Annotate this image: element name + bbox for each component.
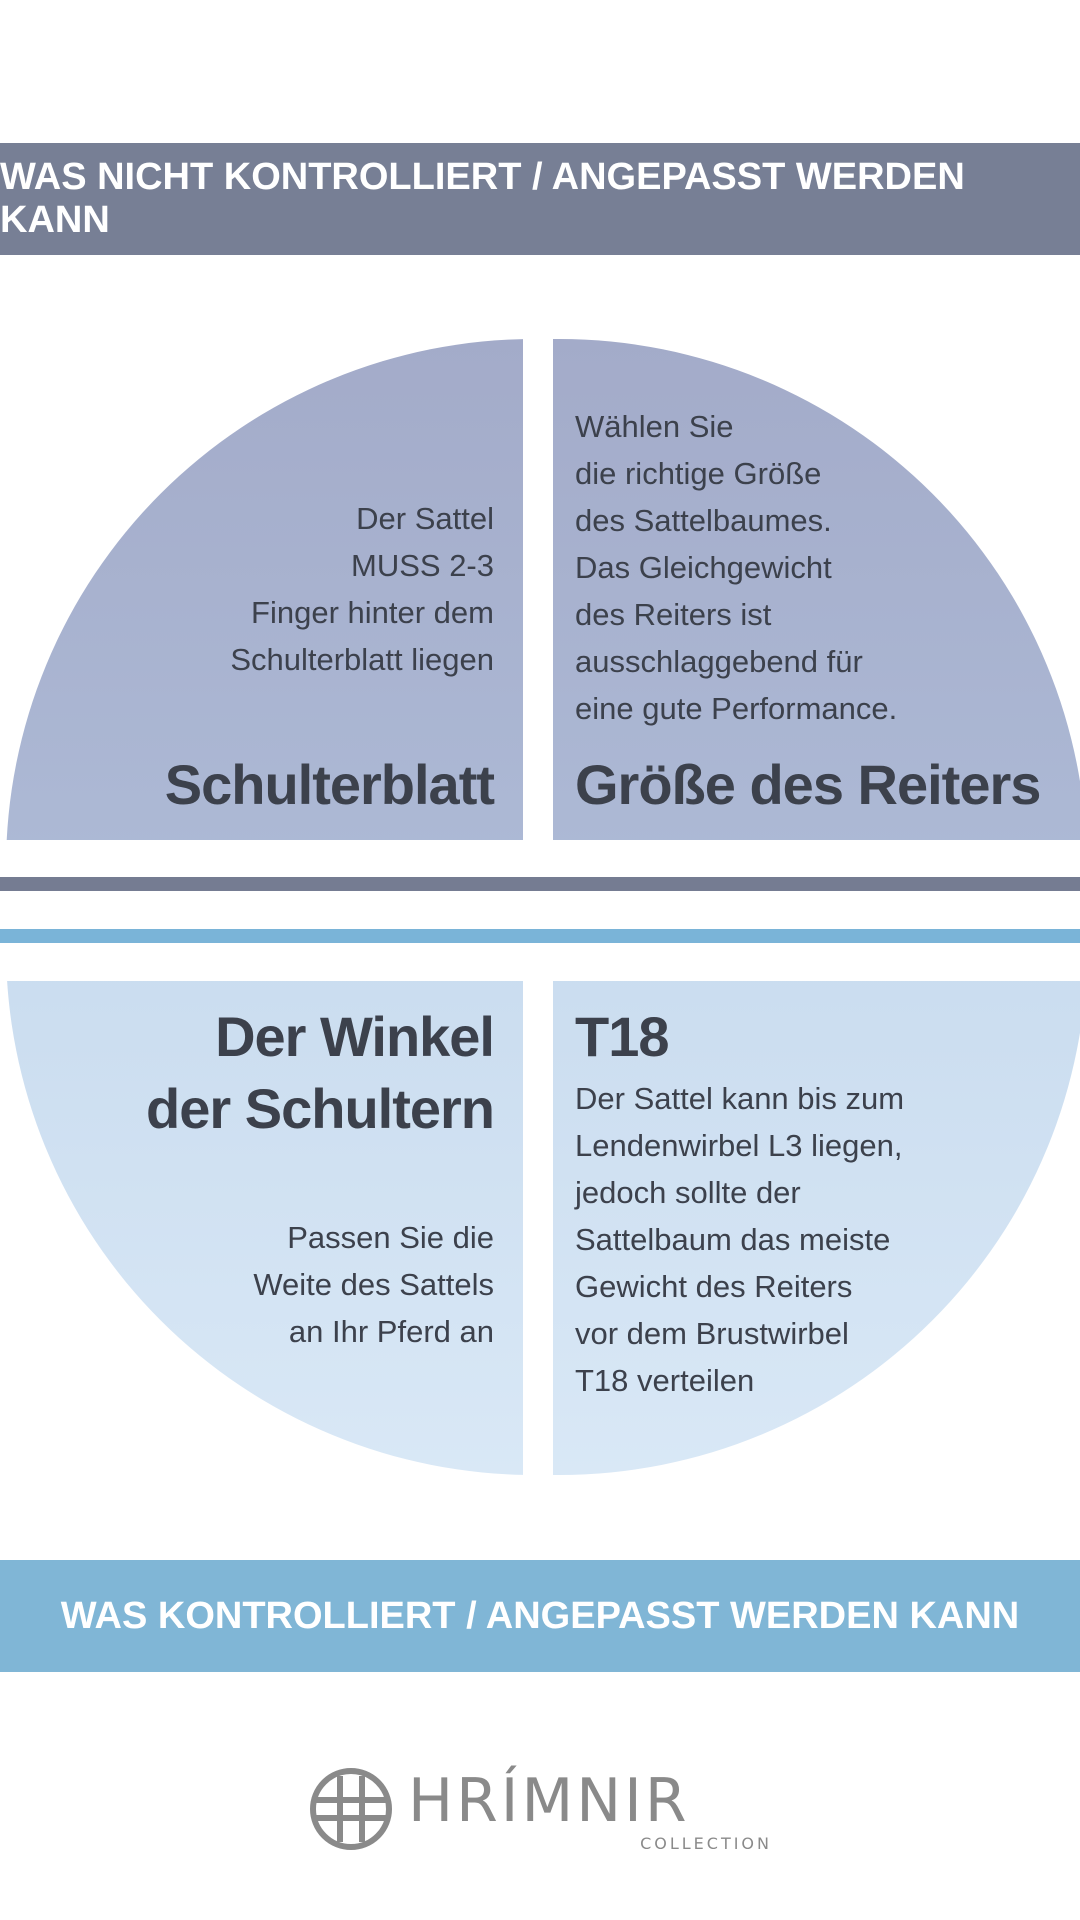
quadrant-rider-size <box>553 339 1080 840</box>
text-line: Sattelbaum das meiste <box>575 1222 891 1257</box>
text-line: jedoch sollte der <box>575 1175 801 1210</box>
shoulder-angle-text <box>54 1214 494 1355</box>
shoulder-blade-text <box>54 495 494 683</box>
quadrant-shoulder-blade <box>0 339 523 840</box>
text-line: MUSS 2-3 <box>351 548 494 583</box>
text-line: Passen Sie die <box>287 1220 494 1255</box>
divider-grey <box>0 877 1080 891</box>
title-line: der Schultern <box>146 1077 494 1140</box>
text-line: ausschlaggebend für <box>575 644 863 679</box>
bottom-banner-text: WAS KONTROLLIERT / ANGEPASST WERDEN KANN <box>60 1594 1020 1637</box>
quadrant-t18 <box>553 981 1080 1475</box>
text-line: des Reiters ist <box>575 597 772 632</box>
quadrant-shoulder-angle <box>0 981 523 1475</box>
text-line: T18 verteilen <box>575 1363 755 1398</box>
text-line: Lendenwirbel L3 liegen, <box>575 1128 903 1163</box>
hrimnir-logo <box>308 1762 778 1862</box>
shoulder-angle-title <box>146 1001 494 1145</box>
hrimnir-emblem-icon <box>308 1766 394 1852</box>
text-line: Wählen Sie <box>575 409 734 444</box>
text-line: die richtige Größe <box>575 456 822 491</box>
text-line: Schulterblatt liegen <box>230 642 494 677</box>
text-line: an Ihr Pferd an <box>288 1314 494 1349</box>
text-line: eine gute Performance. <box>575 691 898 726</box>
top-banner-text: WAS NICHT KONTROLLIERT / ANGEPASST WERDEN KANN <box>0 156 965 241</box>
shoulder-blade-title: Schulterblatt <box>164 753 494 816</box>
top-banner <box>0 143 1080 255</box>
bottom-banner <box>0 1560 1080 1672</box>
rider-size-text <box>575 403 1035 732</box>
logo-subtitle: COLLECTION <box>640 1834 772 1853</box>
t18-title: T18 <box>575 1005 669 1068</box>
rider-size-title: Größe des Reiters <box>575 753 1041 816</box>
text-line: vor dem Brustwirbel <box>575 1316 849 1351</box>
text-line: des Sattelbaumes. <box>575 503 832 538</box>
text-line: Gewicht des Reiters <box>575 1269 853 1304</box>
title-line: Der Winkel <box>215 1005 494 1068</box>
text-line: Das Gleichgewicht <box>575 550 832 585</box>
divider-blue <box>0 929 1080 943</box>
logo-wordmark: HRÍMNIR <box>408 1766 690 1836</box>
text-line: Finger hinter dem <box>251 595 494 630</box>
text-line: Der Sattel <box>356 501 494 536</box>
text-line: Weite des Sattels <box>253 1267 494 1302</box>
text-line: Der Sattel kann bis zum <box>575 1081 905 1116</box>
t18-text <box>575 1075 1035 1404</box>
